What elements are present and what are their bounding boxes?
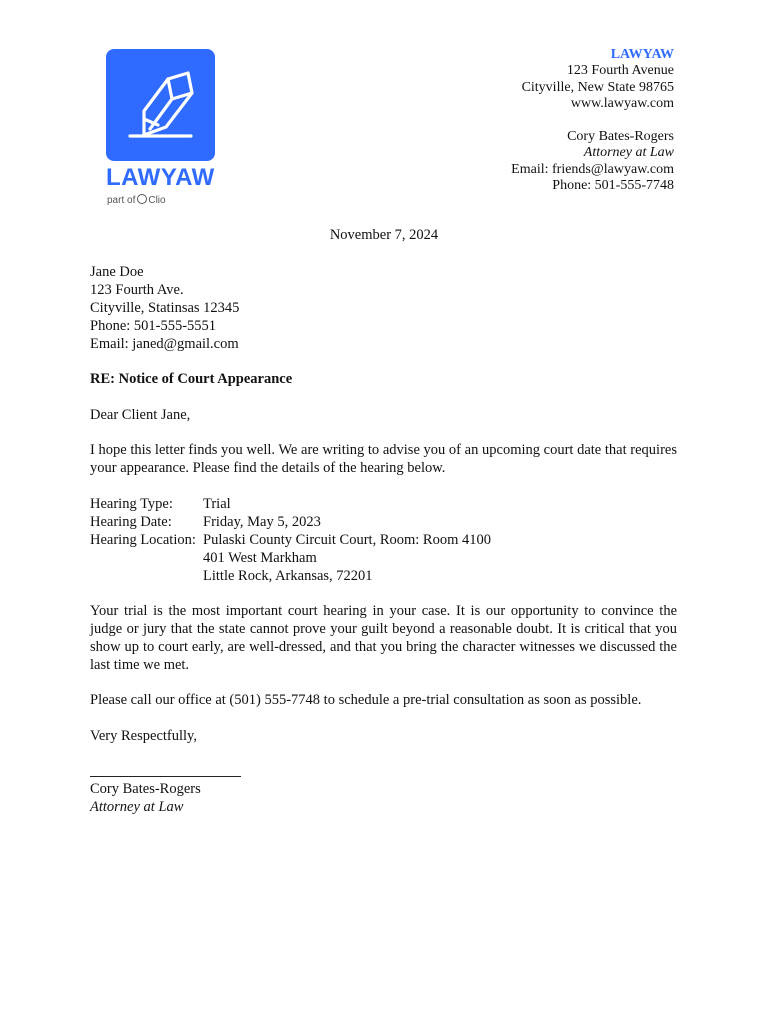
hearing-type-row — [90, 495, 677, 513]
logo-sub-brand: Clio — [148, 195, 166, 206]
hearing-date-row — [90, 513, 677, 531]
firm-attorney-name: Cory Bates-Rogers — [567, 129, 674, 145]
firm-address-line1: 123 Fourth Avenue — [566, 63, 674, 79]
hearing-date-value: Friday, May 5, 2023 — [203, 514, 321, 530]
feather-logo-icon — [106, 49, 215, 161]
signer-block — [90, 780, 677, 816]
firm-website: www.lawyaw.com — [570, 95, 674, 111]
trial-paragraph: Your trial is the most important court hearing in your case. It is our opportunity to convince the judge or jury that the state cannot prove your guilt beyond a reasonable doubt. It is critical that you show up to court early, are well-dressed, and that you bring the character witnesses we discussed the last time we met. — [90, 603, 677, 673]
hearing-type-label: Hearing Type: — [90, 496, 173, 512]
hearing-location-row — [90, 531, 677, 585]
subject-line: RE: Notice of Court Appearance — [90, 371, 293, 387]
firm-address-line2: Cityville, New State 98765 — [521, 79, 674, 95]
recipient-address-line2: Cityville, Statinsas 12345 — [90, 300, 240, 316]
firm-letterhead — [511, 47, 674, 194]
logo-wordmark: LAWYAW — [106, 164, 215, 191]
closing: Very Respectfully, — [90, 728, 197, 744]
hearing-location-line3: Little Rock, Arkansas, 72201 — [203, 568, 373, 584]
firm-phone: Phone: 501-555-7748 — [552, 178, 674, 194]
hearing-date-label: Hearing Date: — [90, 514, 172, 530]
letter-date: November 7, 2024 — [329, 227, 439, 243]
lawyaw-logo — [106, 49, 226, 209]
firm-email: Email: friends@lawyaw.com — [511, 161, 674, 177]
signer-name: Cory Bates-Rogers — [90, 781, 201, 797]
logo-subline — [107, 194, 166, 206]
hearing-type-value: Trial — [203, 496, 231, 512]
recipient-address-line1: 123 Fourth Ave. — [90, 282, 184, 298]
firm-name: LAWYAW — [610, 47, 674, 62]
recipient-block — [90, 263, 677, 353]
hearing-location-value — [203, 531, 677, 585]
recipient-email: Email: janed@gmail.com — [90, 336, 239, 352]
clio-icon — [137, 194, 147, 204]
salutation: Dear Client Jane, — [90, 407, 191, 423]
signature-line — [90, 776, 241, 777]
call-office-paragraph: Please call our office at (501) 555-7748 to schedule a pre-trial consultation as soon as possible. — [90, 692, 642, 708]
firm-attorney-title: Attorney at Law — [583, 145, 674, 161]
signer-title: Attorney at Law — [90, 799, 184, 815]
intro-paragraph: I hope this letter finds you well. We are writing to advise you of an upcoming court date that requires your appearance. Please find the details of the hearing below. — [90, 442, 677, 476]
recipient-phone: Phone: 501-555-5551 — [90, 318, 217, 334]
recipient-name: Jane Doe — [90, 264, 144, 280]
hearing-location-line2: 401 West Markham — [203, 550, 317, 566]
hearing-location-label: Hearing Location: — [90, 532, 196, 548]
logo-sub-prefix: part of — [107, 195, 136, 206]
hearing-location-line1: Pulaski County Circuit Court, Room: Room 4100 — [203, 532, 492, 548]
hearing-details — [90, 495, 677, 585]
